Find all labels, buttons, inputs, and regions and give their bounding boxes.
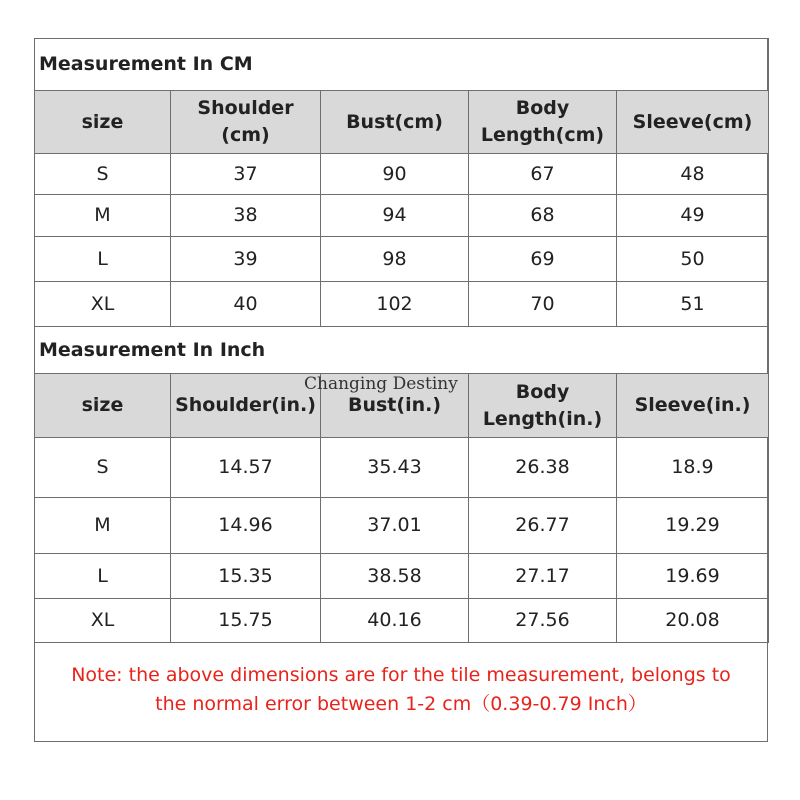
table-cell: 37 (171, 154, 321, 195)
cm-table-caption: Measurement In CM (35, 39, 769, 91)
table-cell: 27.17 (469, 554, 617, 599)
header-text: Sleeve(in.) (634, 394, 751, 416)
table-cell: S (35, 154, 171, 195)
table-cell: M (35, 498, 171, 554)
table-cell: L (35, 237, 171, 282)
cm-header-row (35, 91, 769, 154)
table-cell: 67 (469, 154, 617, 195)
inch-caption-row (35, 327, 769, 374)
table-cell: 68 (469, 195, 617, 237)
table-cell: 27.56 (469, 599, 617, 643)
header-text: Bust(in.) (347, 394, 442, 416)
size-chart-table (34, 38, 769, 643)
table-cell: 14.96 (171, 498, 321, 554)
table-row (35, 438, 769, 498)
table-cell: L (35, 554, 171, 599)
table-cell: 39 (171, 237, 321, 282)
table-cell: 37.01 (321, 498, 469, 554)
table-cell: 18.9 (617, 438, 769, 498)
cm-header-sleeve (617, 91, 769, 154)
header-text: Bust(cm) (346, 110, 443, 133)
header-text: Shoulder(in.) (175, 394, 316, 416)
table-row (35, 599, 769, 643)
header-text: Shoulder (197, 97, 294, 119)
cm-header-body-length (469, 91, 617, 154)
table-cell: 20.08 (617, 599, 769, 643)
table-row (35, 498, 769, 554)
table-row (35, 237, 769, 282)
header-text: size (81, 110, 124, 133)
table-cell: M (35, 195, 171, 237)
cm-header-size (35, 91, 171, 154)
table-cell: 26.77 (469, 498, 617, 554)
header-text: Sleeve(cm) (632, 110, 753, 133)
table-cell: 48 (617, 154, 769, 195)
header-text: Body (515, 380, 570, 403)
cm-caption-row (35, 39, 769, 91)
header-text: (cm) (221, 124, 270, 146)
note-line-1: Note: the above dimensions are for the tile measurement, belongs to (71, 664, 731, 686)
table-cell: S (35, 438, 171, 498)
table-cell: 69 (469, 237, 617, 282)
table-row (35, 282, 769, 327)
header-text: size (81, 394, 124, 416)
table-cell: 70 (469, 282, 617, 327)
inch-header-shoulder (171, 374, 321, 438)
table-cell: 19.29 (617, 498, 769, 554)
header-text: Length(in.) (482, 407, 603, 430)
watermark-text: Changing Destiny (304, 374, 458, 394)
table-cell: 49 (617, 195, 769, 237)
table-cell: 38.58 (321, 554, 469, 599)
inch-header-sleeve (617, 374, 769, 438)
table-cell: 40 (171, 282, 321, 327)
table-row (35, 154, 769, 195)
inch-header-size (35, 374, 171, 438)
note-line-2: the normal error between 1-2 cm（0.39-0.79 Inch） (155, 693, 647, 715)
table-row (35, 195, 769, 237)
table-cell: 19.69 (617, 554, 769, 599)
table-cell: 40.16 (321, 599, 469, 643)
inch-table-caption: Measurement In Inch (35, 327, 769, 374)
table-cell: 94 (321, 195, 469, 237)
table-cell: 14.57 (171, 438, 321, 498)
header-text: Length(cm) (480, 124, 605, 146)
table-cell: 35.43 (321, 438, 469, 498)
header-text: Body (515, 97, 570, 119)
table-cell: 15.35 (171, 554, 321, 599)
table-cell: 51 (617, 282, 769, 327)
table-cell: XL (35, 282, 171, 327)
inch-header-body-length (469, 374, 617, 438)
table-cell: 15.75 (171, 599, 321, 643)
measurement-note (34, 642, 768, 742)
table-cell: 90 (321, 154, 469, 195)
cm-header-bust (321, 91, 469, 154)
table-cell: XL (35, 599, 171, 643)
table-cell: 98 (321, 237, 469, 282)
table-cell: 102 (321, 282, 469, 327)
table-cell: 26.38 (469, 438, 617, 498)
cm-header-shoulder (171, 91, 321, 154)
table-cell: 50 (617, 237, 769, 282)
table-cell: 38 (171, 195, 321, 237)
table-row (35, 554, 769, 599)
